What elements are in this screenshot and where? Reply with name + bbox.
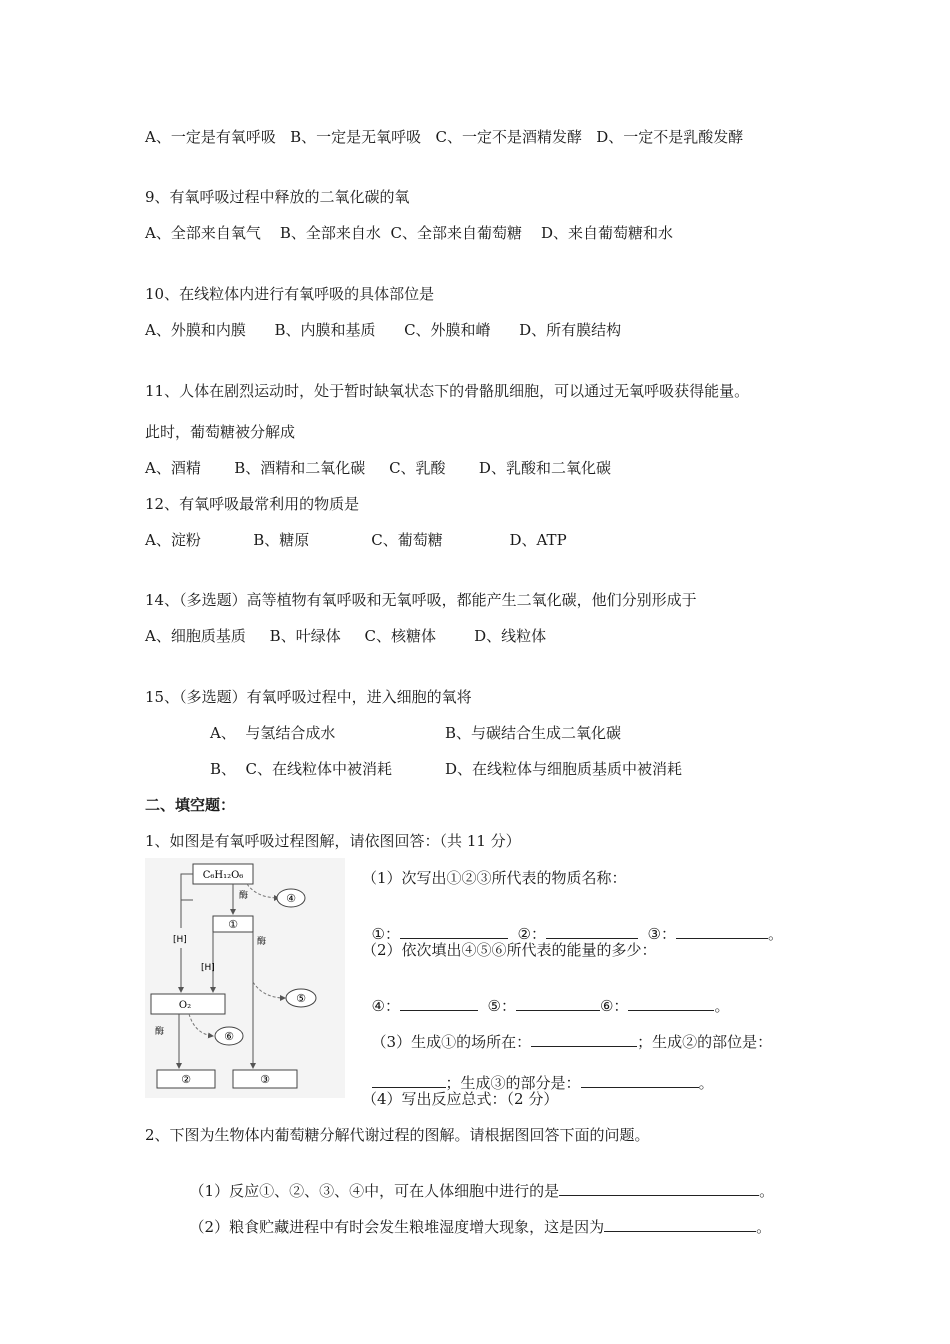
q15-option-a: A、 与氢结合成水 xyxy=(210,724,336,742)
fill1-blanks-row2 xyxy=(362,976,729,1016)
blank-4-label: ④： xyxy=(371,997,400,1015)
substance-1-label: ① xyxy=(228,918,238,931)
period: 。 xyxy=(759,1182,775,1200)
fill2-part2-text: （2）粮食贮藏进程中有时会发生粮堆湿度增大现象，这是因为 xyxy=(189,1218,605,1236)
answer-blank-3[interactable] xyxy=(676,924,768,939)
fill1-part4: （4）写出反应总式：（2 分） xyxy=(362,1090,559,1108)
hydrogen-label-2: [H] xyxy=(201,963,215,973)
fill2-part1-text: （1）反应①、②、③、④中，可在人体细胞中进行的是 xyxy=(189,1182,560,1200)
q11-options: A、酒精 B、酒精和二氧化碳 C、乳酸 D、乳酸和二氧化碳 xyxy=(145,459,611,477)
answer-blank-4[interactable] xyxy=(400,996,478,1011)
q11-stem-line1: 11、人体在剧烈运动时，处于暂时缺氧状态下的骨骼肌细胞，可以通过无氧呼吸获得能量。 xyxy=(145,382,750,400)
q12-options: A、淀粉 B、糖原 C、葡萄糖 D、ATP xyxy=(145,531,567,549)
answer-blank-8[interactable] xyxy=(372,1073,446,1088)
q14-stem: 14、（多选题）高等植物有氧呼吸和无氧呼吸，都能产生二氧化碳，他们分别形成于 xyxy=(145,591,697,609)
part3-label-c: ；生成③的部分是： xyxy=(445,1074,581,1092)
enzyme-label-3: 酶 xyxy=(155,1027,165,1037)
part3-label-a: （3）生成①的场所在： xyxy=(371,1033,532,1051)
q10-stem: 10、在线粒体内进行有氧呼吸的具体部位是 xyxy=(145,285,435,303)
fill1-part1: （1）次写出①②③所代表的物质名称： xyxy=(362,869,627,887)
hydrogen-label-1: [H] xyxy=(173,935,187,945)
substance-2-label: ② xyxy=(181,1073,191,1086)
substance-3-label: ③ xyxy=(260,1073,270,1086)
period: 。 xyxy=(767,925,783,943)
blank-5-label: ⑤： xyxy=(478,997,516,1015)
q11-stem-line2: 此时，葡萄糖被分解成 xyxy=(145,423,296,441)
period: 。 xyxy=(714,997,730,1015)
energy-6-label: ⑥ xyxy=(224,1030,234,1043)
blank-2-label: ②： xyxy=(508,925,546,943)
fill2-part2 xyxy=(180,1197,771,1237)
period: 。 xyxy=(698,1074,714,1092)
blank-6-label: ⑥： xyxy=(599,997,629,1015)
answer-blank-5[interactable] xyxy=(516,996,600,1011)
fill1-stem: 1、如图是有氧呼吸过程图解，请依图回答：（共 11 分） xyxy=(145,832,521,850)
glucose-label: C₆H₁₂O₆ xyxy=(202,870,244,881)
fill2-part1 xyxy=(180,1161,774,1201)
q15-option-c: B、 C、在线粒体中被消耗 xyxy=(210,760,393,778)
answer-blank-9[interactable] xyxy=(581,1073,699,1088)
q10-options: A、外膜和内膜 B、内膜和基质 C、外膜和嵴 D、所有膜结构 xyxy=(145,321,622,339)
fill1-part3-row2 xyxy=(362,1053,714,1093)
answer-blank-2[interactable] xyxy=(546,924,638,939)
aerobic-respiration-diagram xyxy=(145,858,345,1098)
energy-5-label: ⑤ xyxy=(296,992,306,1005)
q15-stem: 15、（多选题）有氧呼吸过程中，进入细胞的氧将 xyxy=(145,688,472,706)
q8-options: A、一定是有氧呼吸 B、一定是无氧呼吸 C、一定不是酒精发酵 D、一定不是乳酸发酵 xyxy=(145,128,744,146)
fill1-part3-row1 xyxy=(362,1012,772,1052)
q15-option-b: B、与碳结合生成二氧化碳 xyxy=(445,724,622,742)
blank-3-label: ③： xyxy=(637,925,676,943)
answer-blank-6[interactable] xyxy=(628,996,714,1011)
energy-4-label: ④ xyxy=(286,892,296,905)
enzyme-label-2: 酶 xyxy=(257,937,267,947)
answer-blank-10[interactable] xyxy=(559,1181,759,1196)
answer-blank-11[interactable] xyxy=(604,1217,756,1232)
oxygen-label: O₂ xyxy=(178,1000,192,1011)
blank-1-label: ①： xyxy=(371,925,400,943)
fill1-blanks-row1 xyxy=(362,904,783,944)
period: 。 xyxy=(756,1218,772,1236)
part3-label-b: ；生成②的部位是： xyxy=(637,1033,773,1051)
q15-option-d: D、在线粒体与细胞质基质中被消耗 xyxy=(445,760,683,778)
fill2-stem: 2、下图为生物体内葡萄糖分解代谢过程的图解。请根据图回答下面的问题。 xyxy=(145,1126,650,1144)
q12-stem: 12、有氧呼吸最常利用的物质是 xyxy=(145,495,360,513)
enzyme-label-1: 酶 xyxy=(239,891,249,901)
q14-options: A、细胞质基质 B、叶绿体 C、核糖体 D、线粒体 xyxy=(145,627,547,645)
answer-blank-7[interactable] xyxy=(531,1032,637,1047)
q9-options: A、全部来自氧气 B、全部来自水 C、全部来自葡萄糖 D、来自葡萄糖和水 xyxy=(145,224,674,242)
answer-blank-1[interactable] xyxy=(400,924,508,939)
fill1-part2: （2）依次填出④⑤⑥所代表的能量的多少： xyxy=(362,941,657,959)
q9-stem: 9、有氧呼吸过程中释放的二氧化碳的氧 xyxy=(145,188,410,206)
section-title: 二、填空题： xyxy=(145,796,236,814)
